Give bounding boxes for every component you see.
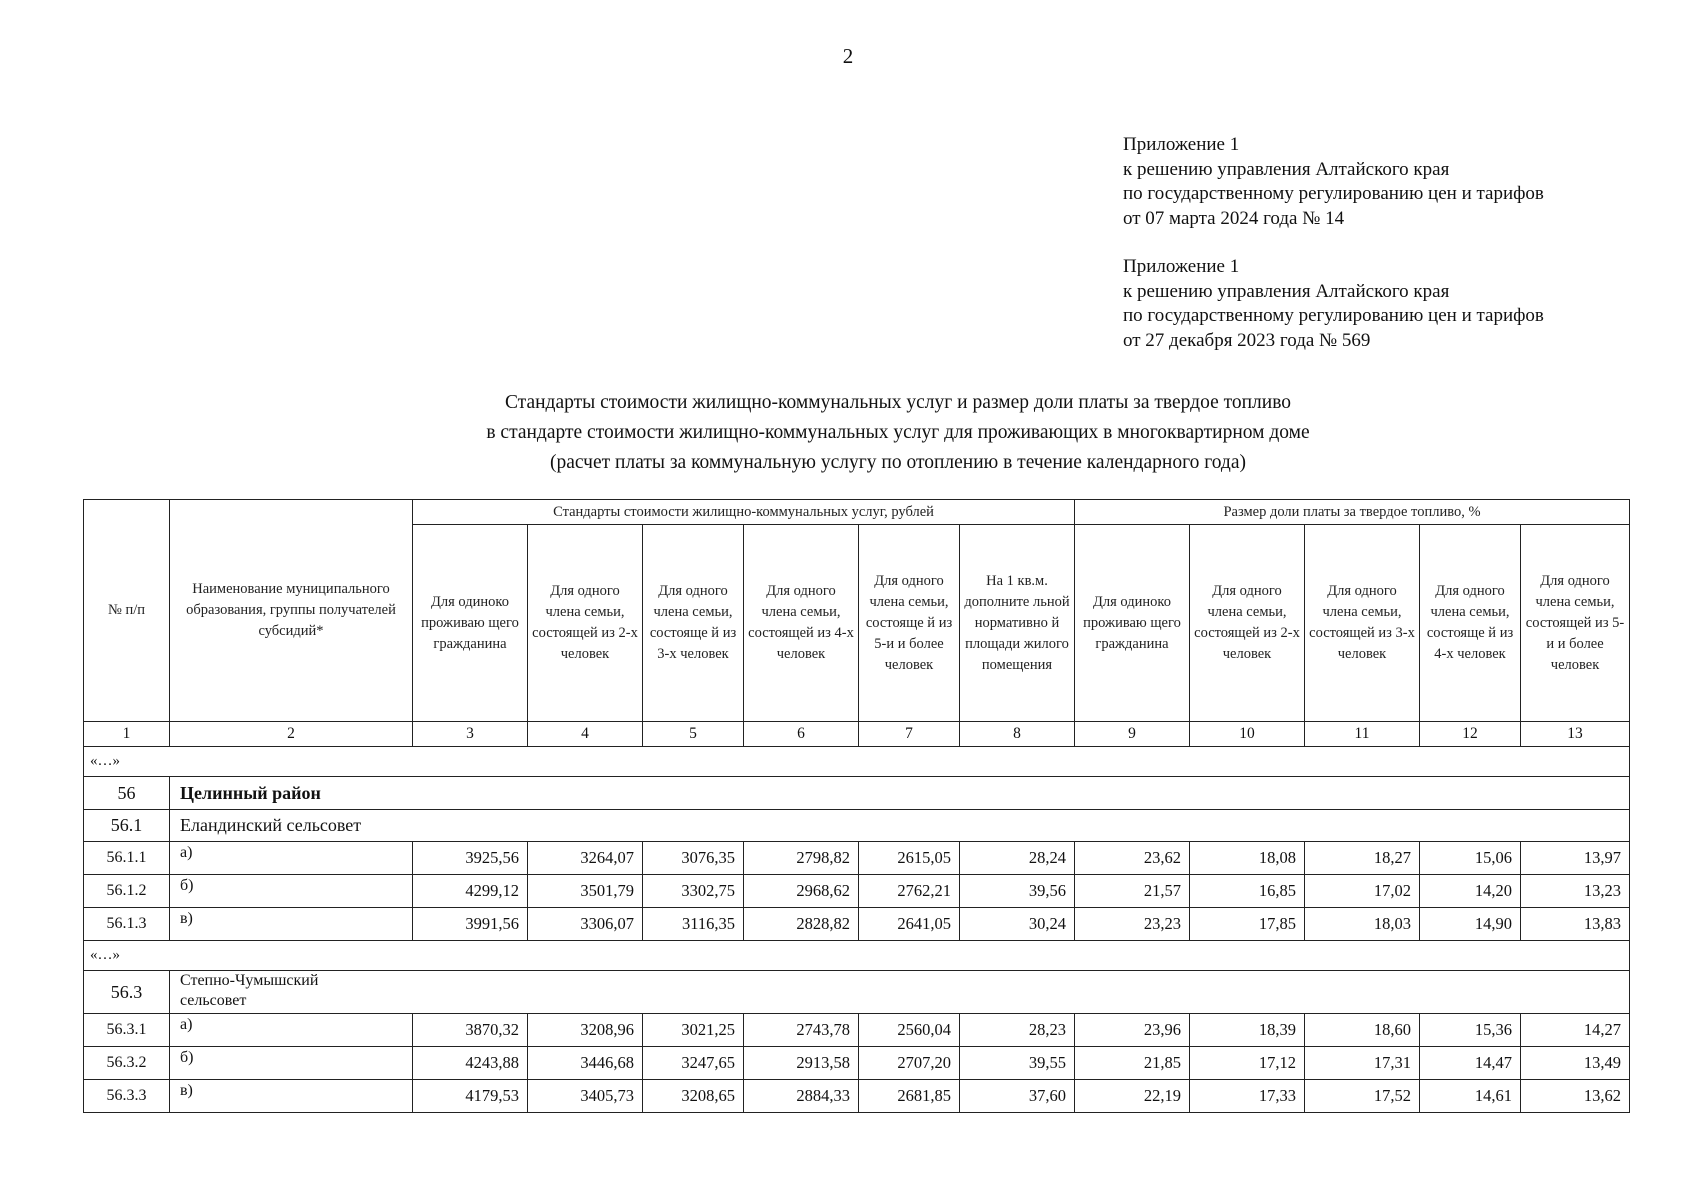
column-number: 4	[528, 722, 643, 747]
appendix-line: к решению управления Алтайского края	[1123, 158, 1450, 180]
column-number: 7	[859, 722, 960, 747]
value-cell: 3870,32	[413, 1014, 528, 1047]
subdistrict-name-cell	[170, 971, 1630, 1014]
subdistrict-row	[84, 971, 1630, 1014]
omission-row	[84, 941, 1630, 971]
table-row	[84, 1047, 1630, 1080]
value-cell: 23,62	[1075, 842, 1190, 875]
header-col-6: Для одного члена семьи, состоящей из 4-х человек	[744, 525, 859, 722]
row-group-label: б)	[170, 1047, 413, 1080]
value-cell: 23,96	[1075, 1014, 1190, 1047]
header-col-5: Для одного члена семьи, состояще й из 3-х человек	[643, 525, 744, 722]
value-cell: 17,31	[1305, 1047, 1420, 1080]
value-cell: 21,85	[1075, 1047, 1190, 1080]
appendix-line: к решению управления Алтайского края	[1123, 280, 1450, 302]
value-cell: 39,56	[960, 875, 1075, 908]
value-cell: 18,27	[1305, 842, 1420, 875]
table-row	[84, 1080, 1630, 1113]
value-cell: 28,23	[960, 1014, 1075, 1047]
rows-group-stepno-chumyshsky	[84, 1014, 1630, 1113]
value-cell: 2641,05	[859, 908, 960, 941]
value-cell: 2828,82	[744, 908, 859, 941]
value-cell: 14,61	[1420, 1080, 1521, 1113]
header-col-11: Для одного члена семьи, состоящей из 3-х человек	[1305, 525, 1420, 722]
header-group-costs: Стандарты стоимости жилищно-коммунальных услуг, рублей	[413, 500, 1075, 525]
district-number: 56	[84, 777, 170, 810]
value-cell: 3208,65	[643, 1080, 744, 1113]
appendix-line: Приложение 1	[1123, 256, 1240, 277]
value-cell: 18,60	[1305, 1014, 1420, 1047]
value-cell: 13,23	[1521, 875, 1630, 908]
value-cell: 2560,04	[859, 1014, 960, 1047]
header-col-3: Для одиноко проживаю щего гражданина	[413, 525, 528, 722]
value-cell: 2968,62	[744, 875, 859, 908]
value-cell: 3405,73	[528, 1080, 643, 1113]
value-cell: 2707,20	[859, 1047, 960, 1080]
appendix-line: от 27 декабря 2023 года № 569	[1123, 329, 1371, 351]
value-cell: 13,62	[1521, 1080, 1630, 1113]
value-cell: 4299,12	[413, 875, 528, 908]
table-row	[84, 842, 1630, 875]
value-cell: 3116,35	[643, 908, 744, 941]
value-cell: 2798,82	[744, 842, 859, 875]
header-col-10: Для одного члена семьи, состоящей из 2-х человек	[1190, 525, 1305, 722]
header-col-13: Для одного члена семьи, состоящей из 5-и и более человек	[1521, 525, 1630, 722]
table-row	[84, 908, 1630, 941]
header-name: Наименование муниципального образования, группы получателей субсидий*	[170, 500, 413, 722]
row-group-label: а)	[170, 1014, 413, 1047]
appendix-line: по государственному регулированию цен и тарифов	[1123, 183, 1544, 204]
column-number: 5	[643, 722, 744, 747]
value-cell: 3208,96	[528, 1014, 643, 1047]
value-cell: 17,85	[1190, 908, 1305, 941]
value-cell: 2913,58	[744, 1047, 859, 1080]
value-cell: 17,12	[1190, 1047, 1305, 1080]
value-cell: 18,08	[1190, 842, 1305, 875]
value-cell: 14,90	[1420, 908, 1521, 941]
district-row	[84, 777, 1630, 810]
header-number: № п/п	[84, 500, 170, 722]
value-cell: 3446,68	[528, 1047, 643, 1080]
value-cell: 13,97	[1521, 842, 1630, 875]
value-cell: 3306,07	[528, 908, 643, 941]
value-cell: 2615,05	[859, 842, 960, 875]
column-number-row	[84, 722, 1630, 747]
value-cell: 37,60	[960, 1080, 1075, 1113]
value-cell: 15,06	[1420, 842, 1521, 875]
column-number: 1	[84, 722, 170, 747]
title-line: Стандарты стоимости жилищно-коммунальных услуг и размер доли платы за твердое топливо	[504, 392, 1292, 413]
row-number: 56.3.1	[84, 1014, 170, 1047]
district-name: Целинный район	[170, 777, 1630, 810]
row-group-label: а)	[170, 842, 413, 875]
page-number: 2	[842, 44, 854, 68]
value-cell: 3925,56	[413, 842, 528, 875]
value-cell: 4243,88	[413, 1047, 528, 1080]
column-number: 8	[960, 722, 1075, 747]
table-row	[84, 875, 1630, 908]
value-cell: 17,33	[1190, 1080, 1305, 1113]
omission-row	[84, 747, 1630, 777]
value-cell: 15,36	[1420, 1014, 1521, 1047]
value-cell: 14,47	[1420, 1047, 1521, 1080]
rows-group-elandinsky	[84, 842, 1630, 941]
value-cell: 3021,25	[643, 1014, 744, 1047]
row-group-label: б)	[170, 875, 413, 908]
value-cell: 28,24	[960, 842, 1075, 875]
column-number: 11	[1305, 722, 1420, 747]
subdistrict-number: 56.1	[84, 810, 170, 842]
column-number: 9	[1075, 722, 1190, 747]
value-cell: 30,24	[960, 908, 1075, 941]
value-cell: 2743,78	[744, 1014, 859, 1047]
header-col-8: На 1 кв.м. дополните льной нормативно й площади жилого помещения	[960, 525, 1075, 722]
value-cell: 14,20	[1420, 875, 1521, 908]
column-number: 12	[1420, 722, 1521, 747]
omission-mark: «…»	[84, 941, 1630, 971]
value-cell: 14,27	[1521, 1014, 1630, 1047]
subdistrict-row	[84, 810, 1630, 842]
appendix-line: Приложение 1	[1123, 134, 1240, 155]
value-cell: 3076,35	[643, 842, 744, 875]
value-cell: 22,19	[1075, 1080, 1190, 1113]
header-col-4: Для одного члена семьи, состоящей из 2-х человек	[528, 525, 643, 722]
header-group-fuel-share: Размер доли платы за твердое топливо, %	[1075, 500, 1630, 525]
appendix-line: по государственному регулированию цен и тарифов	[1123, 305, 1544, 326]
table-row	[84, 1014, 1630, 1047]
title-line: в стандарте стоимости жилищно-коммунальных услуг для проживающих в многоквартирном доме	[486, 422, 1310, 443]
appendix-line: от 07 марта 2024 года № 14	[1123, 207, 1345, 229]
row-number: 56.1.1	[84, 842, 170, 875]
value-cell: 2681,85	[859, 1080, 960, 1113]
standards-table	[83, 499, 1630, 1113]
value-cell: 3247,65	[643, 1047, 744, 1080]
value-cell: 3264,07	[528, 842, 643, 875]
row-number: 56.1.3	[84, 908, 170, 941]
value-cell: 2762,21	[859, 875, 960, 908]
column-number: 10	[1190, 722, 1305, 747]
row-group-label: в)	[170, 908, 413, 941]
value-cell: 3991,56	[413, 908, 528, 941]
value-cell: 23,23	[1075, 908, 1190, 941]
value-cell: 21,57	[1075, 875, 1190, 908]
row-group-label: в)	[170, 1080, 413, 1113]
value-cell: 18,03	[1305, 908, 1420, 941]
title-line: (расчет платы за коммунальную услугу по отоплению в течение календарного года)	[550, 452, 1246, 473]
value-cell: 39,55	[960, 1047, 1075, 1080]
column-number: 13	[1521, 722, 1630, 747]
omission-mark: «…»	[84, 747, 1630, 777]
value-cell: 2884,33	[744, 1080, 859, 1113]
subdistrict-number: 56.3	[84, 971, 170, 1014]
value-cell: 3302,75	[643, 875, 744, 908]
header-col-12: Для одного члена семьи, состояще й из 4-х человек	[1420, 525, 1521, 722]
value-cell: 17,52	[1305, 1080, 1420, 1113]
row-number: 56.3.2	[84, 1047, 170, 1080]
document-title	[0, 388, 1696, 478]
header-col-9: Для одиноко проживаю щего гражданина	[1075, 525, 1190, 722]
column-number: 6	[744, 722, 859, 747]
subdistrict-name: Степно-Чумышский сельсовет	[180, 972, 319, 1009]
appendix-note-previous	[1123, 255, 1544, 353]
value-cell: 16,85	[1190, 875, 1305, 908]
subdistrict-name: Еландинский сельсовет	[170, 810, 1630, 842]
value-cell: 3501,79	[528, 875, 643, 908]
column-number: 2	[170, 722, 413, 747]
value-cell: 18,39	[1190, 1014, 1305, 1047]
column-number: 3	[413, 722, 528, 747]
row-number: 56.3.3	[84, 1080, 170, 1113]
value-cell: 17,02	[1305, 875, 1420, 908]
row-number: 56.1.2	[84, 875, 170, 908]
appendix-note-current	[1123, 133, 1544, 231]
value-cell: 4179,53	[413, 1080, 528, 1113]
header-col-7: Для одного члена семьи, состояще й из 5-и и более человек	[859, 525, 960, 722]
value-cell: 13,83	[1521, 908, 1630, 941]
value-cell: 13,49	[1521, 1047, 1630, 1080]
